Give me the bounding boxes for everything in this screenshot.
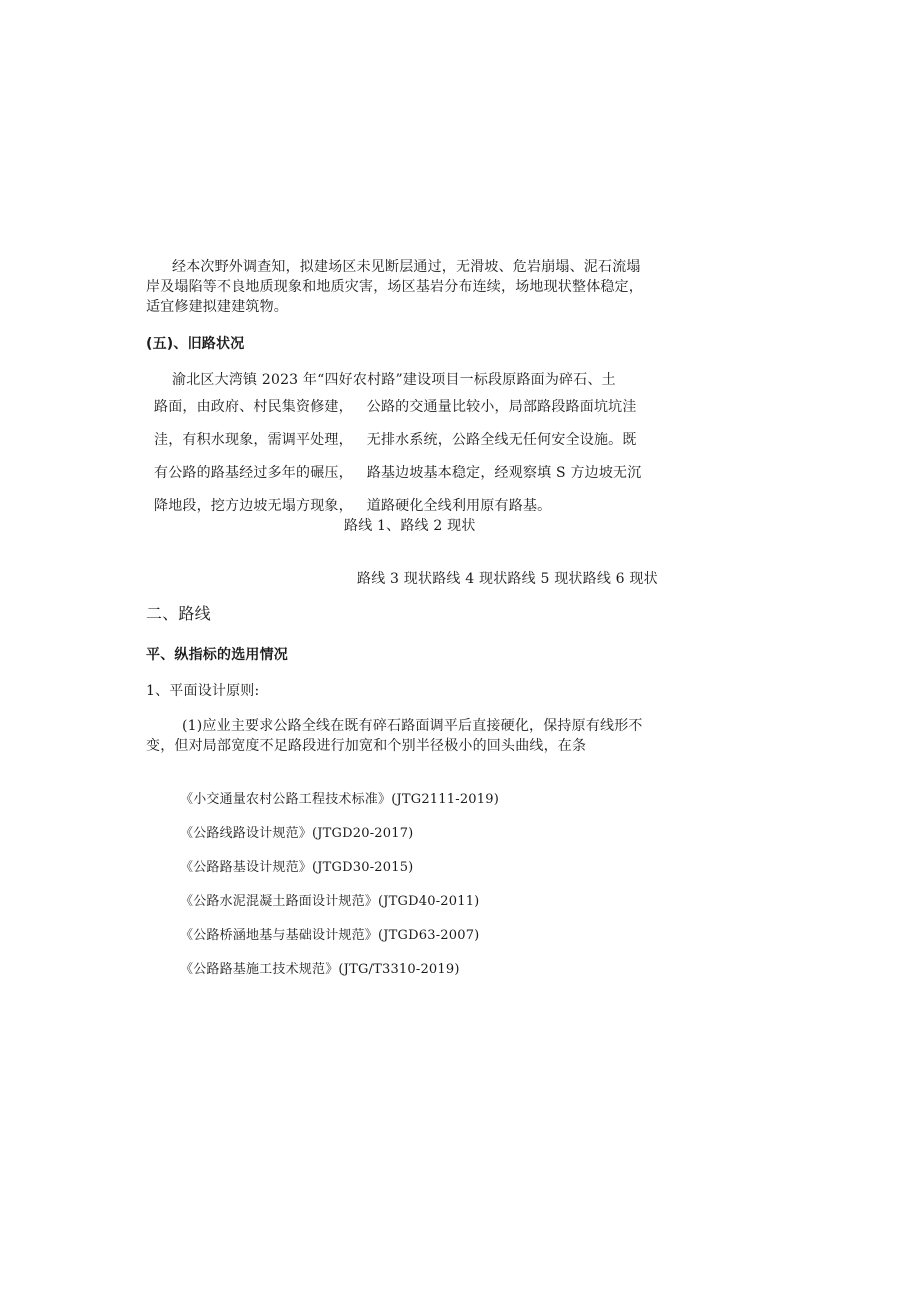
plane-design-line-1: (1)应业主要求公路全线在既有碎石路面调平后直接硬化，保持原有线形不 <box>182 718 643 734</box>
reference-item: 《公路桥涵地基与基础设计规范》(JTGD63-2007) <box>180 928 480 943</box>
intro-line-1: 经本次野外调查知，拟建场区未见断层通过，无滑坡、危岩崩塌、泥石流塌 <box>172 259 641 275</box>
section-heading-old-road: (五)、旧路状况 <box>146 336 245 352</box>
reference-item: 《小交通量农村公路工程技术标准》(JTG2111-2019) <box>180 792 499 807</box>
reference-item: 《公路水泥混凝土路面设计规范》(JTGD40-2011) <box>180 894 480 909</box>
intro-line-3: 适宜修建拟建建筑物。 <box>146 299 288 315</box>
old-road-line-5: 降地段，挖方边坡无塌方现象， 道路硬化全线利用原有路基。 <box>154 498 552 514</box>
old-road-line-4: 有公路的路基经过多年的碾压， 路基边坡基本稳定，经观察填 S 方边坡无沉 <box>154 465 642 481</box>
old-road-line-2: 路面，由政府、村民集资修建， 公路的交通量比较小，局部路段路面坑坑洼 <box>154 399 637 415</box>
subheading-indicators: 平、纵指标的选用情况 <box>146 647 288 663</box>
figure-caption-routes-3-6: 路线 3 现状路线 4 现状路线 5 现状路线 6 现状 <box>357 571 658 587</box>
reference-item: 《公路路基设计规范》(JTGD30-2015) <box>180 860 414 875</box>
reference-item: 《公路线路设计规范》(JTGD20-2017) <box>180 826 414 841</box>
reference-item: 《公路路基施工技术规范》(JTG/T3310-2019) <box>180 962 460 977</box>
intro-line-2: 岸及塌陷等不良地质现象和地质灾害，场区基岩分布连续，场地现状整体稳定， <box>146 279 643 295</box>
figure-caption-routes-1-2: 路线 1、路线 2 现状 <box>344 518 476 534</box>
plane-design-line-2: 变，但对局部宽度不足路段进行加宽和个别半径极小的回头曲线，在条 <box>146 738 587 754</box>
old-road-line-1: 渝北区大湾镇 2023 年“四好农村路”建设项目一标段原路面为碎石、土 <box>172 372 616 388</box>
chapter-heading-route: 二、路线 <box>146 604 211 623</box>
old-road-line-3: 洼，有积水现象，需调平处理， 无排水系统，公路全线无任何安全设施。既 <box>154 432 637 448</box>
item-plane-design-principle: 1、平面设计原则: <box>146 683 260 699</box>
